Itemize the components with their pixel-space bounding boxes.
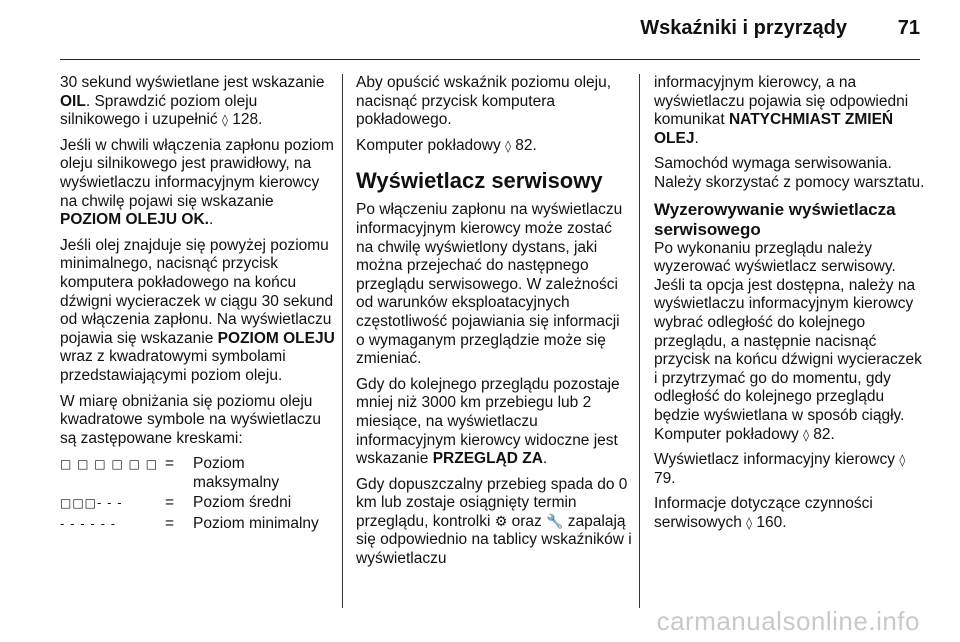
legend-row: □ □ □ □ □ □ = Poziom maksymalny <box>60 455 335 494</box>
paragraph: Jeśli w chwili włączenia zapłonu poziom oleju silnikowego jest prawidłowy, na wyświetlaczu informacyjnym kierowcy na chwilę pojawi się wskazanie POZIOM OLEJU OK.. <box>60 136 334 229</box>
paragraph: Aby opuścić wskaźnik poziomu oleju, nacisnąć przycisk komputera pokładowego. <box>356 74 612 129</box>
paragraph: W miarę obniżania się poziomu oleju kwadratowe symbole na wyświetlaczu są zastępowane kreskami: <box>60 392 322 447</box>
column-3 <box>654 74 926 539</box>
paragraph: Gdy dopuszczalny przebieg spada do 0 km lub zostaje osiągnięty termin przeglądu, kontrolki ⚙ oraz 🔧 zapalają się odpowiednio na tablicy wskaźników i wyświetlaczu <box>356 475 632 568</box>
paragraph: Samochód wymaga serwisowania. Należy skorzystać z pomocy warsztatu. <box>654 155 925 191</box>
level-label: Poziom minimalny <box>193 515 319 533</box>
paragraph: Jeśli olej znajduje się powyżej poziomu minimalnego, nacisnąć przycisk komputera pokładowego na końcu dźwigni wycieraczek w ciągu 30 sekund od włączenia zapłonu. Na wyświetlaczu pojawia się wskazanie POZIOM OLEJU wraz z kwadratowymi symbolami przedstawiającymi poziom oleju. <box>60 236 335 384</box>
paragraph: Wyświetlacz informacyjny kierowcy ◊ 79. <box>654 451 906 487</box>
page-reference-icon: ◊ <box>803 427 809 442</box>
page-reference-icon: ◊ <box>746 515 753 530</box>
legend-row: - - - - - - = Poziom minimalny <box>60 515 335 536</box>
wrench-icon: 🔧 <box>546 513 564 530</box>
level-symbol: □□□- - - <box>60 496 123 511</box>
page-header <box>0 0 960 62</box>
watermark: carmanualsonline.info <box>656 606 920 636</box>
level-label: Poziom maksymalny <box>193 455 280 491</box>
column-2 <box>356 74 632 576</box>
page-reference-icon: ◊ <box>899 453 906 468</box>
oil-level-legend <box>60 455 335 535</box>
paragraph: Informacje dotyczące czynności serwisowych ◊ 160. <box>654 495 873 531</box>
column-divider-2 <box>639 74 640 608</box>
paragraph: Komputer pokładowy ◊ 82. <box>356 136 537 154</box>
section-heading: Wyświetlacz serwisowy <box>356 168 603 194</box>
column-1 <box>60 74 335 536</box>
paragraph: informacyjnym kierowcy, a na wyświetlaczu pojawia się odpowiedni komunikat NATYCHMIAST ZMIEŃ OLEJ. <box>654 74 909 147</box>
paragraph: 30 sekund wyświetlane jest wskazanie OIL. Sprawdzić poziom oleju silnikowego i uzupełnić ◊ 128. <box>60 74 325 129</box>
level-symbol: □ □ □ □ □ □ <box>60 457 159 472</box>
level-symbol: - - - - - - <box>60 517 117 532</box>
column-divider-1 <box>342 74 343 608</box>
page-number: 71 <box>897 17 920 39</box>
page-reference-icon: ◊ <box>221 113 228 128</box>
service-warning-icon: ⚙ <box>494 513 508 530</box>
paragraph: Po włączeniu zapłonu na wyświetlaczu informacyjnym kierowcy może zostać na chwilę wyświetlony dystans, jaki można przejechać do następnego przeglądu serwisowego. W zależności od warunków eksploatacyjnych częstotliwość pojawiania się informacji o wymaganym przeglądzie może się zmieniać. <box>356 201 623 368</box>
paragraph: Po wykonaniu przeglądu należy wyzerować wyświetlacz serwisowy. Jeśli ta opcja jest dostępna, należy na wyświetlaczu informacyjnym kierowcy wybrać odległość do kolejnego przeglądu, a następnie nacisnąć przycisk na końcu dźwigni wycieraczek i przytrzymać go do momentu, gdy odległość do kolejnego przeglądu będzie wyświetlana w sposób ciągły. Komputer pokładowy ◊ 82. <box>654 239 922 443</box>
level-label: Poziom średni <box>193 494 292 512</box>
header-divider <box>60 59 920 60</box>
paragraph: Gdy do kolejnego przeglądu pozostaje mniej niż 3000 km przebiegu lub 2 miesiące, na wyświetlaczu informacyjnym kierowcy widoczne jest wskazanie PRZEGLĄD ZA. <box>356 375 620 468</box>
page-reference-icon: ◊ <box>505 138 511 153</box>
subsection-heading: Wyzerowywanie wyświetlacza serwisowego <box>654 199 896 239</box>
legend-row: □□□- - - = Poziom średni <box>60 494 335 515</box>
page-title: Wskaźniki i przyrządy <box>640 17 847 39</box>
